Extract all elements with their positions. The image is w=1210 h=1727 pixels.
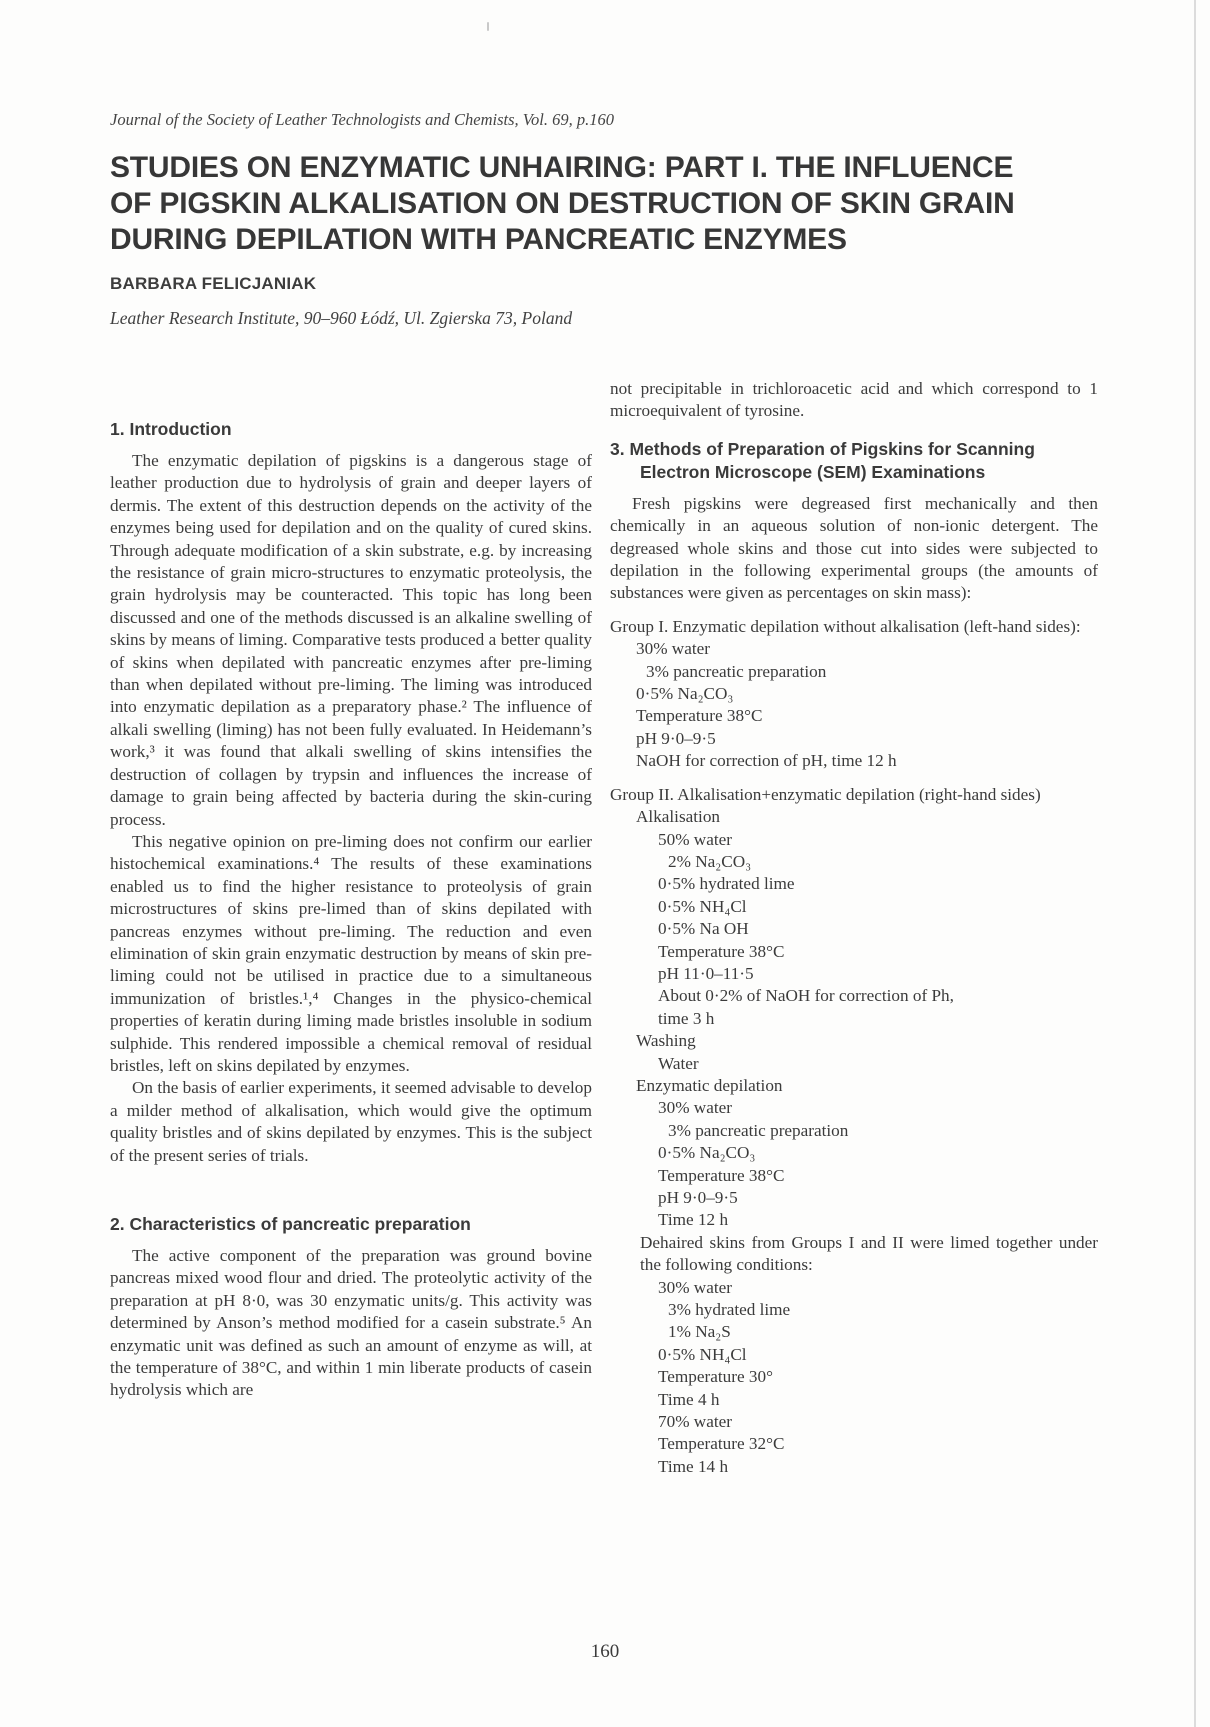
- list-item: 3% pancreatic preparation: [646, 661, 827, 681]
- list-item: Washing: [636, 1031, 696, 1051]
- list-item: Time 4 h: [658, 1389, 720, 1409]
- article-title-line-3: DURING DEPILATION WITH PANCREATIC ENZYMES: [110, 223, 847, 256]
- list-item: Enzymatic depilation: [636, 1075, 783, 1095]
- page-number: 160: [590, 1641, 620, 1662]
- section-3-heading-line-1: 3. Methods of Preparation of Pigskins for Scanning: [610, 438, 1035, 459]
- list-item: 0·5% NH₄Cl: [658, 896, 747, 916]
- section-1-paragraph-1: The enzymatic depilation of pigskins is a dangerous stage of leather production due to hydrolysis of grain and deeper layers of dermis. The extent of this destruction depends on the activity of the enzymes being used for depilation and on the quality of cured skins. Through adequate modification of a skin substrate, e.g. by increasing the resistance of grain micro-structures to enzymatic proteolysis, the grain hydrolysis may be counteracted. This topic has long been discussed and one of the methods discussed is an alkaline swelling of skins by means of liming. Comparative tests produced a better quality of skins when depilated with pancreatic enzymes after pre-liming than when depilated without pre-liming. The liming was introduced into enzymatic depilation as a preparatory phase.² The influence of alkali swelling (liming) has not been fully evaluated. In Heidemann’s work,³ it was found that alkali swelling of skins intensifies the destruction of collagen by trypsin and influences the increase of damage to grain being affected by bacteria during the skin-curing process.: [110, 451, 592, 829]
- section-2-continuation: not precipitable in trichloroacetic acid and which correspond to 1 microequivalent of tyrosine.: [610, 379, 1098, 421]
- list-item: 0·5% NH₄Cl: [658, 1344, 747, 1364]
- list-item: Temperature 30°: [658, 1367, 773, 1387]
- section-3-heading: [610, 438, 1098, 484]
- author-affiliation: Leather Research Institute, 90–960 Łódź, Ul. Zgierska 73, Poland: [110, 308, 573, 328]
- section-3-heading-line-2: Electron Microscope (SEM) Examinations: [640, 461, 986, 482]
- list-item: 50% water: [658, 829, 732, 849]
- list-item: pH 9·0–9·5: [636, 728, 716, 748]
- list-item: Temperature 32°C: [658, 1434, 785, 1454]
- list-item: 0·5% hydrated lime: [658, 874, 795, 894]
- list-item: NaOH for correction of pH, time 12 h: [636, 751, 897, 771]
- left-column: [110, 378, 592, 1402]
- list-item: 1% Na₂S: [668, 1322, 731, 1342]
- list-item: Temperature 38°C: [658, 1165, 785, 1185]
- list-item: Time 12 h: [658, 1210, 729, 1230]
- list-item: time 3 h: [658, 1008, 715, 1028]
- article-title-line-1: STUDIES ON ENZYMATIC UNHAIRING: PART I. THE INFLUENCE: [110, 151, 1014, 184]
- liming-intro: Dehaired skins from Groups I and II were limed together under the following conditions:: [640, 1232, 1098, 1275]
- list-item: 30% water: [658, 1277, 732, 1297]
- list-item: 70% water: [658, 1412, 732, 1432]
- list-item: Temperature 38°C: [658, 941, 785, 961]
- list-item: pH 11·0–11·5: [658, 963, 754, 983]
- list-item: 0·5% Na₂CO₃: [636, 684, 734, 704]
- list-item: About 0·2% of NaOH for correction of Ph,: [658, 986, 954, 1006]
- group-1-intro: Group I. Enzymatic depilation without alkalisation (left-hand sides):: [610, 616, 1081, 636]
- list-item: 30% water: [636, 639, 710, 659]
- scan-edge-line: [1194, 0, 1196, 1727]
- section-2-heading: 2. Characteristics of pancreatic preparation: [110, 1214, 471, 1234]
- journal-header: Journal of the Society of Leather Technologists and Chemists, Vol. 69, p.160: [110, 110, 614, 129]
- section-3-paragraph-1: Fresh pigskins were degreased first mechanically and then chemically in an aqueous solution of non-ionic detergent. The degreased whole skins and those cut into sides were subjected to depilation in the following experimental groups (the amounts of substances were given as percentages on skin mass):: [610, 493, 1098, 603]
- author-name: BARBARA FELICJANIAK: [110, 274, 317, 293]
- list-item: 3% pancreatic preparation: [668, 1120, 849, 1140]
- group-2-intro: Group II. Alkalisation+enzymatic depilation (right-hand sides): [610, 784, 1041, 804]
- list-item: 0·5% Na₂CO₃: [658, 1143, 756, 1163]
- list-item: 30% water: [658, 1098, 732, 1118]
- section-1-heading: 1. Introduction: [110, 419, 232, 439]
- list-item: Temperature 38°C: [636, 706, 763, 726]
- list-item: Water: [658, 1053, 699, 1073]
- article-title: [110, 150, 1100, 258]
- group-2-recipe-list: [610, 806, 1098, 1232]
- right-column: [610, 378, 1098, 1478]
- section-1-paragraph-3: On the basis of earlier experiments, it seemed advisable to develop a milder method of alkalisation, which would give the optimum quality bristles and of skins depilated by enzymes. This is the subject of the present series of trials.: [110, 1078, 592, 1165]
- list-item: Alkalisation: [636, 807, 721, 827]
- group-1-recipe-list: [610, 638, 1098, 772]
- list-item: 2% Na₂CO₃: [668, 851, 752, 871]
- scan-speck: [487, 22, 489, 31]
- list-item: 0·5% Na OH: [658, 919, 749, 939]
- list-item: Time 14 h: [658, 1456, 729, 1476]
- list-item: 3% hydrated lime: [668, 1300, 791, 1320]
- list-item: pH 9·0–9·5: [658, 1188, 738, 1207]
- section-2-paragraph-1: The active component of the preparation was ground bovine pancreas mixed wood flour and dried. The proteolytic activity of the preparation at pH 8·0, was 30 enzymatic units/g. This activity was determined by Anson’s method modified for a casein substrate.⁵ An enzymatic unit was defined as such an amount of enzyme as will, at the temperature of 38°C, and within 1 min liberate products of casein hydrolysis which are: [110, 1246, 592, 1400]
- article-title-line-2: OF PIGSKIN ALKALISATION ON DESTRUCTION OF SKIN GRAIN: [110, 187, 1015, 220]
- section-1-paragraph-2: This negative opinion on pre-liming does not confirm our earlier histochemical examinations.⁴ The results of these examinations enabled us to find the higher resistance to proteolysis of grain microstructures of skins pre-limed than of skins depilated with pancreas enzymes without pre-liming. The reduction and even elimination of skin grain enzymatic destruction by means of skin pre-liming could not be utilised in practice due to a simultaneous immunization of bristles.¹,⁴ Changes in the physico-chemical properties of keratin during liming made bristles insoluble in sodium sulphide. This rendered impossible a chemical removal of residual bristles, left on skins depilated by enzymes.: [110, 831, 592, 1075]
- liming-recipe-list: [610, 1277, 1098, 1479]
